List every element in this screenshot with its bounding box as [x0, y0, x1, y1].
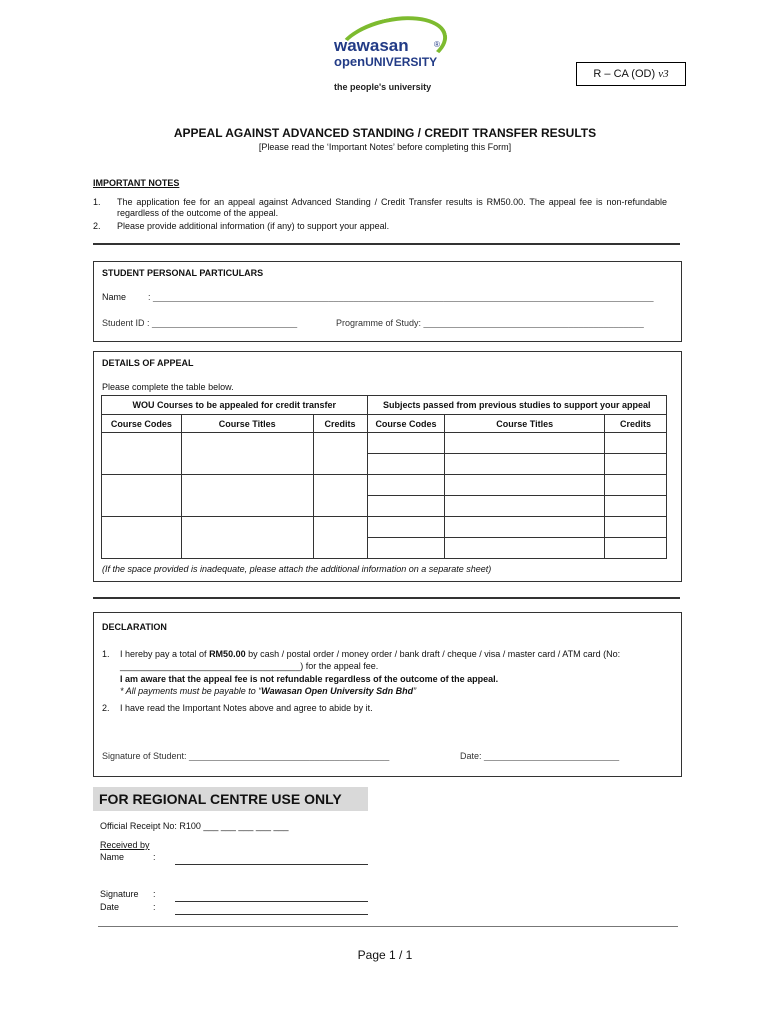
table-cell[interactable]: [102, 475, 182, 517]
appeal-table: [101, 395, 667, 559]
col-course-codes: Course Codes: [102, 415, 182, 433]
non-refundable-notice: I am aware that the appeal fee is not refundable regardless of the outcome of the appeal.: [120, 674, 499, 684]
table-cell[interactable]: [181, 517, 313, 559]
table-cell[interactable]: [367, 496, 445, 517]
table-cell[interactable]: [313, 475, 367, 517]
official-receipt-field[interactable]: Official Receipt No: R100 ___ ___ ___ ___ ___: [100, 821, 289, 831]
rc-date-line[interactable]: [175, 914, 368, 915]
page-number: Page 1 / 1: [357, 948, 413, 962]
col-prev-credits: Credits: [605, 415, 667, 433]
name-field[interactable]: : ____________________________________________________________________________________________________: [148, 292, 654, 302]
table-cell[interactable]: [605, 475, 667, 496]
rc-signature-colon: :: [153, 889, 156, 899]
name-label: Name: [102, 292, 127, 302]
previous-subjects-header: Subjects passed from previous studies to support your appeal: [367, 396, 666, 415]
table-cell[interactable]: [181, 433, 313, 475]
declaration-item-2-num: 2.: [102, 703, 110, 713]
note-item-2: 2. Please provide additional information (if any) to support your appeal.: [93, 221, 390, 231]
col-prev-course-titles: Course Titles: [445, 415, 605, 433]
col-credits: Credits: [313, 415, 367, 433]
appeal-instruction: Please complete the table below.: [102, 382, 234, 392]
logo-registered-mark: ®: [434, 40, 440, 49]
table-cell[interactable]: [181, 475, 313, 517]
form-code-box: R – CA (OD) v3: [576, 62, 686, 86]
table-cell[interactable]: [367, 517, 445, 538]
appeal-footnote: (If the space provided is inadequate, please attach the additional information on a separate sheet): [102, 564, 492, 574]
logo-wawasan: wawasan: [334, 36, 409, 55]
declaration-heading: DECLARATION: [102, 622, 167, 632]
declaration-date-field[interactable]: Date: ___________________________: [460, 751, 620, 761]
table-cell[interactable]: [605, 433, 667, 454]
divider: [93, 243, 680, 245]
table-cell[interactable]: [445, 454, 605, 475]
table-cell[interactable]: [605, 538, 667, 559]
table-cell[interactable]: [367, 433, 445, 454]
table-cell[interactable]: [445, 538, 605, 559]
table-cell[interactable]: [367, 475, 445, 496]
table-cell[interactable]: [445, 496, 605, 517]
wou-courses-header: WOU Courses to be appealed for credit transfer: [102, 396, 368, 415]
rc-signature-label: Signature: [100, 889, 139, 899]
col-prev-course-codes: Course Codes: [367, 415, 445, 433]
table-cell[interactable]: [313, 517, 367, 559]
table-cell[interactable]: [605, 517, 667, 538]
table-cell[interactable]: [367, 454, 445, 475]
logo-tagline: the people's university: [334, 82, 432, 92]
table-cell[interactable]: [445, 517, 605, 538]
table-cell[interactable]: [367, 538, 445, 559]
note-item-1: 1. The application fee for an appeal against Advanced Standing / Credit Transfer results is RM50.00. The appeal fee is non-refundable regardless of the outcome of the appeal.: [93, 197, 667, 218]
particulars-heading: STUDENT PERSONAL PARTICULARS: [102, 268, 264, 278]
table-cell[interactable]: [445, 433, 605, 454]
form-subtitle: [Please read the ‘Important Notes’ before completing this Form]: [258, 142, 512, 152]
student-signature-field[interactable]: Signature of Student: ________________________________________: [102, 751, 390, 761]
table-cell[interactable]: [313, 433, 367, 475]
rc-signature-line[interactable]: [175, 901, 368, 902]
appeal-heading: DETAILS OF APPEAL: [102, 358, 194, 368]
important-notes-heading: IMPORTANT NOTES: [93, 178, 180, 188]
student-id-field[interactable]: Student ID : _____________________________: [102, 318, 298, 328]
bottom-divider: [98, 926, 678, 927]
table-cell[interactable]: [445, 475, 605, 496]
rc-name-label: Name: [100, 852, 125, 862]
regional-centre-heading: FOR REGIONAL CENTRE USE ONLY: [93, 787, 368, 811]
table-cell[interactable]: [102, 433, 182, 475]
table-cell[interactable]: [605, 496, 667, 517]
received-by-label: Received by: [100, 840, 150, 850]
divider: [93, 597, 680, 599]
card-number-field[interactable]: ____________________________________) for the appeal fee.: [120, 661, 379, 671]
rc-name-colon: :: [153, 852, 156, 862]
declaration-item-2: I have read the Important Notes above and agree to abide by it.: [120, 703, 373, 713]
university-logo: [330, 18, 450, 98]
programme-field[interactable]: Programme of Study: ____________________________________________: [336, 318, 644, 328]
col-course-titles: Course Titles: [181, 415, 313, 433]
rc-name-line[interactable]: [175, 864, 368, 865]
table-cell[interactable]: [605, 454, 667, 475]
declaration-item-1: I hereby pay a total of RM50.00 by cash / postal order / money order / bank draft / cheque / visa / master card / ATM card (No:: [120, 649, 621, 659]
table-cell[interactable]: [102, 517, 182, 559]
declaration-item-1-num: 1.: [102, 649, 110, 659]
logo-open-university: openUNIVERSITY: [334, 54, 438, 69]
payment-payee-note: * All payments must be payable to “Wawasan Open University Sdn Bhd”: [120, 686, 417, 696]
rc-date-colon: :: [153, 902, 156, 912]
form-title: APPEAL AGAINST ADVANCED STANDING / CREDIT TRANSFER RESULTS: [173, 126, 597, 140]
rc-date-label: Date: [100, 902, 120, 912]
